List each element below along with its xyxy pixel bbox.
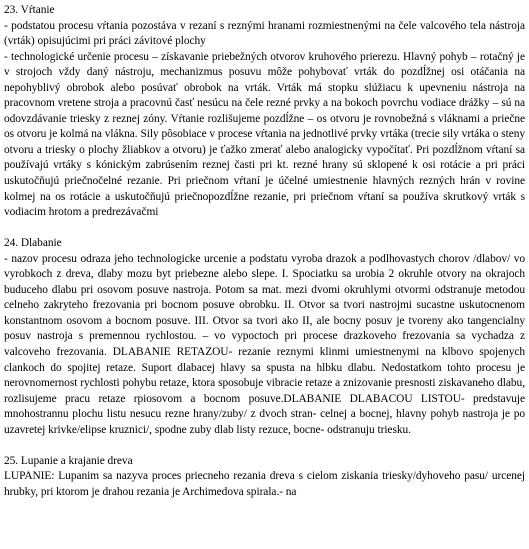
section-heading: 23. Vŕtanie — [4, 4, 55, 16]
section-heading: 24. Dlabanie — [4, 237, 62, 250]
section-paragraph: - technologické určenie procesu – získavanie priebežných otvorov kruhového prierezu. Hlavný pohyb – rotačný je v strojoch vždy daný nástroju, mechanizmus posuvu môže pohybovať vrták do pozdĺžnej osi otáčania na nepohyblivý obrobok alebo posúvať obrobok na vrták. Vrták má stopku slúžiacu k upevneniu nástroja na pracovnom vretene stroja a pracovnú časť nesúcu na čele rezné prvky a na bokoch povrchu vodiace drážky – sú na odovzdávanie triesky z reznej zóny. Vŕtanie rozlišujeme pozdĺžne – os otvoru je rovnobežná s vláknami a priečne os otvoru je kolmá na vlákna. Sily pôsobiace v procese vŕtania na jednotlivé prvky vrtáka (trecie sily vrtáka o steny otvoru a triesky o plochy žliabkov a otvoru) je ťažko zmerať alebo analogicky vypočítať. Pri pozdĺžnom vŕtaní sa používajú vrtáky s kónickým zabrúsením reznej časti pri kt. rezné hrany sú sklopené k osi rotácie a pri práci uskutočňujú priečnočelné rezanie. Pri priečnom vŕtaní je účelné umiestnenie hlavných rezných hrán v rovine kolmej na os rotácie a uskutočňujú priečnopozdĺžne rezanie, pri priečnom vŕtaní sa používa skrutkový vrták s vodiacim hrotom a predrezávačmi — [4, 50, 525, 219]
section-vrtanie — [4, 3, 525, 221]
section-dlabanie — [4, 236, 525, 438]
section-heading: 25. Lupanie a krajanie dreva — [4, 454, 133, 467]
section-paragraph: - podstatou procesu vŕtania pozostáva v rezaní s reznými hranami rozmiestnenými na čele valcového tela nástroja (vrták) opisujúcimi pri práci závitové plochy — [4, 19, 525, 48]
section-lupanie — [4, 454, 525, 501]
section-paragraph: - nazov procesu odraza jeho technologicke urcenie a podstatu vyroba drazok a podlhovastych chorov /dlabov/ vo vyrobkoch z dreva, dlaby mozu byt priebezne alebo slepe. I. Spociatku sa urobia 2 okruhle otvory na okrajoch buduceho dlabu pri osovom posuve nastroja. Potom sa mat. mezi dvomi okruhlymi otvormi odstranuje metodou celneho zakryteho frezovania pri bocnom posuve obrobku. II. Otvor sa tvori nastrojmi sucastne uskutocnenom konstantnom osovom a bocnom posuve. III. Otvor sa tvori ako II, ale bocny posuv je tvoreny ako tangencialny posuv nastroja s premennou rychlostou. – vo vypoctoch pri procese drazkoveho frezovania sa vychadza z valcoveho frezovania. DLABANIE RETAZOU- rezanie reznymi klinmi umiestnenymi na klbovo spojenych clankoch do spojitej retaze. Suport dlabacej hlavy sa spusta na hlbku dlabu. Nedostatkom tohto procesu je nerovnomernost rychlosti pohybu retaze, ktora sposobuje vibracie retaze a znizovanie presnosti ziskavaneho dlabu, rozlisujeme pracu retaze rpiosovom a bocnom posuve.DLABANIE DLABACOU LISTOU- predstavuje mnohostrannu plochu listu nesucu rezne hrany/zuby/ z dvoch stran- celnej a bocnej, hlavny pohyb nastroja je po uzavretej krivke/elipse kruznici/, spodne zuby dlab listy rezuce, bocne- odstranuju triesku. — [4, 252, 525, 436]
section-spacer — [4, 221, 525, 237]
section-paragraph: LUPANIE: Lupanim sa nazyva proces priecneho rezania dreva s cielom ziskania triesky/dyhoveho pasu/ urcenej hrubky, pri ktorom je drahou rezania je Archimedova spirala.- na — [4, 470, 525, 498]
section-spacer — [4, 438, 525, 454]
